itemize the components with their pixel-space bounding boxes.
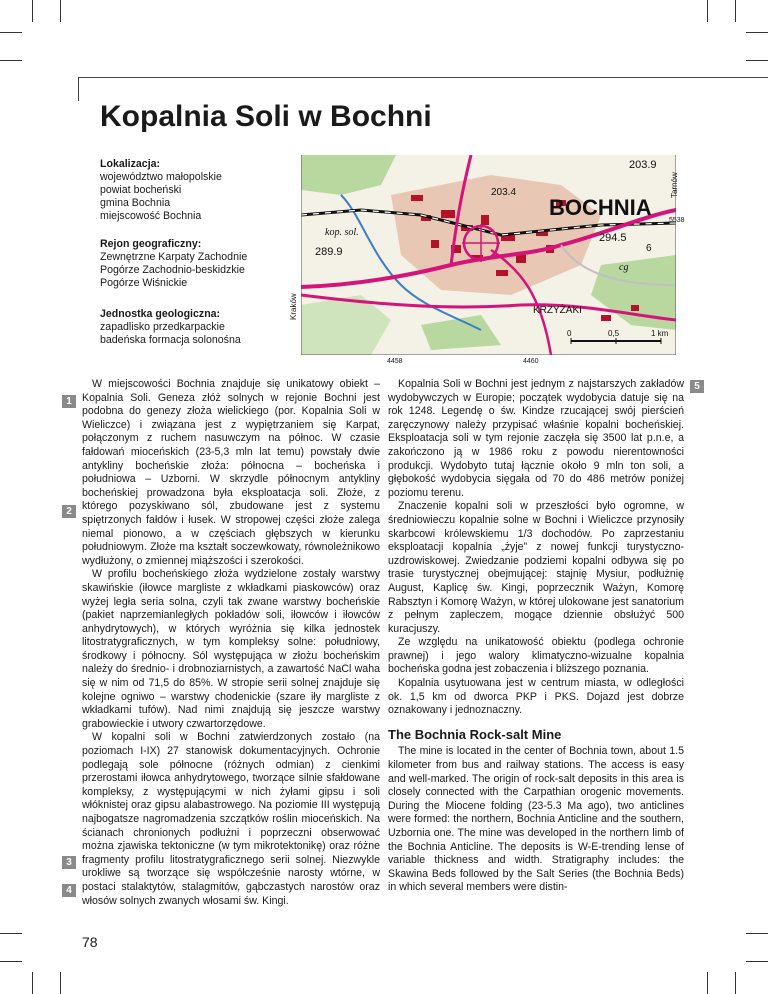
- margin-mark: 1: [62, 395, 76, 408]
- map-edge-coordinate: 4458: [387, 358, 403, 365]
- paragraph: W kopalni soli w Bochni zatwierdzonych zostało (na poziomach I-IX) 27 stanowisk dokumentacyjnych. Ochronie podlegają sole północne (różnych odmian) z cienkimi przerostami iłowca anhydrytowego, tworzące silnie sfałdowane kompleksy, z występującymi w nich żyłami gipsu i soli włóknistej oraz gipsu alabastrowego. Na poziomie III występują najbogatsze nagromadzenia szczątków roślin mioceńskich. Na ścianach chronionych podłużni i poprzeczni obserwować można zjawiska tektoniczne (w tym mikrotektonikę) oraz różne fragmenty profilu litostratygraficznego serii solnej. Niezwykle urokliwe są tworzące się współcześnie narosty wtórne, w postaci stalaktytów, stalagmitów, gąbczastych narostów oraz włosów solnych zwanych włosami św. Kingi.: [82, 731, 380, 907]
- map-scale-label: 0,5: [608, 329, 620, 338]
- map-town-label: BOCHNIA: [549, 195, 652, 220]
- map-edge-tarnow: Tarnów: [670, 172, 679, 198]
- crop-mark: [746, 961, 768, 962]
- location-heading: Lokalizacja:: [100, 158, 161, 170]
- margin-mark: 3: [62, 856, 76, 869]
- page-title: Kopalnia Soli w Bochni: [100, 100, 432, 133]
- paragraph: Kopalnia Soli w Bochni jest jednym z najstarszych zakładów wydobywczych w Europie; początek wydobycia datuje się na rok 1248. Legendę o św. Kindze rzucającej swój pierścień zaręczynowy należy przypisać właśnie kopalni bocheńskiej. Eksploatacja soli w tym rejonie zaczęła się 3500 lat p.n.e, a zakończono ją w 1986 roku z powodu nierentowności produkcji. Wydobyto tutaj łącznie około 9 mln ton soli, a głębokość wydobycia sięgała od 70 do 486 metrów poniżej poziomu terenu.: [388, 378, 684, 499]
- margin-mark: 4: [62, 884, 76, 897]
- map-height: 203.4: [491, 187, 517, 198]
- crop-mark: [707, 0, 708, 22]
- paragraph: W miejscowości Bochnia znajduje się unikatowy obiekt – Kopalnia Soli. Geneza złóż solnych w rejonie Bochni jest podobna do genezy złoża wielickiego (por. Kopalnia Soli w Wieliczce) i związana jest z wypiętrzaniem się Karpat, połączonym z ruchem nasuwczym na północ. W czasie fałdowań mioceńskich (23-5,3 mln lat temu) powstały dwie antykliny bocheńskie złoża: północna – bocheńska i południowa – Uzborni. W skrzydle północnym antykliny bocheńskiej prowadzona była eksploatacja soli. Złoże, z którego pozyskiwano sól, zbudowane jest z systemu spiętrzonych fałdów i łusek. W stropowej części złoże zalega niemal pionowo, a w częściach głębszych w kierunku południowym. Złoże ma kształt soczewkowaty, równoleżnikowo wydłużony, o zmiennej miąższości i szerokości.: [82, 378, 380, 567]
- crop-mark: [60, 972, 61, 994]
- map-village-label: KRZYŻAKI: [533, 305, 582, 316]
- crop-mark: [0, 60, 22, 61]
- map-scale-label: 0: [567, 329, 572, 338]
- region-block: [100, 238, 290, 290]
- paragraph: W profilu bocheńskiego złoża wydzielone zostały warstwy skawińskie (iłowce margliste z wkładkami piaskowców) oraz wyżej legła seria solna, czyli tak zwane warstwy bocheńskie (pakiet naprzemianległych pokładów soli, iłowców i iłowców anhydrytowych), w których wyróżnia się kilka jednostek litostratygraficznych, w tym kompleksy solne: południowy, środkowy i północny. Sól występująca w złożu bocheńskim należy do średnio- i drobnoziarnistych, a zawartość NaCl waha się w nim od 71,5 do 85%. W stropie serii solnej znajduje się kolejne ogniwo – warstwy chodenickie (szare iły margliste z wkładkami tufów). Nad nimi znajdują się jeszcze warstwy grabowieckie i utwory czwartorzędowe.: [82, 568, 380, 730]
- crop-mark: [746, 933, 768, 934]
- crop-mark: [735, 0, 736, 22]
- map-height: 294.5: [599, 232, 627, 244]
- crop-mark: [0, 961, 22, 962]
- map-height: 289.9: [315, 246, 343, 258]
- paragraph: The mine is located in the center of Bochnia town, about 1.5 kilometer from bus and railway stations. The access is easy and well-marked. The origin of rock-salt deposits in this area is closely connected with the Carpathian orogenic movements. During the Miocene folding (23-5.3 Ma ago), two anticlines were formed: the northern, Bochnia Anticline and the southern, Uzbornia one. The mine was developed in the northern limb of the Bochnia Anticline. The deposits is W-E-trending lense of variable thickness and width. Stratigraphy includes: the Skawina Beds followed by the Salt Series (the Bochnia Beds) in which several members were distin-: [388, 745, 684, 894]
- location-block: [100, 158, 290, 223]
- crop-mark: [0, 933, 22, 934]
- margin-mark: 5: [690, 380, 704, 393]
- crop-mark: [735, 972, 736, 994]
- margin-mark: 2: [62, 505, 76, 518]
- map-height: 203.9: [629, 159, 657, 171]
- crop-mark: [746, 32, 768, 33]
- region-heading: Rejon geograficzny:: [100, 238, 202, 250]
- english-heading: The Bochnia Rock-salt Mine: [388, 726, 562, 742]
- geology-lines: zapadlisko przedkarpackie badeńska formacja solonośna: [100, 321, 241, 346]
- map-edge-coordinate: 5538: [669, 217, 685, 224]
- map-scale-label: 1 km: [651, 329, 669, 338]
- crop-mark: [0, 32, 22, 33]
- header-rule: [78, 77, 768, 78]
- crop-mark: [32, 0, 33, 22]
- paragraph: Znaczenie kopalni soli w przeszłości było ogromne, w średniowieczu kopalnie solne w Bochni i Wieliczce przynosiły skarbcowi królewskiemu 1/3 dochodów. Po zaprzestaniu eksploatacji kopalnia „żyje” z nowej funkcji turystyczno-uzdrowiskowej. Zwiedzanie podziemi kopalni odbywa się po trasie turystycznej obejmującej: stajnię Mysiur, podłużnię August, Kaplicę św. Kingi, poprzecznik Ważyn, Komorę Rabsztyn i Komorę Ważyn, w której ulokowane jest sanatorium z pełnym zapleczem, mogące dziennie obsłużyć 500 kuracjuszy.: [388, 500, 684, 635]
- page-number: 78: [82, 934, 98, 950]
- location-map: [301, 155, 676, 355]
- geology-heading: Jednostka geologiczna:: [100, 308, 221, 320]
- paragraph: Ze względu na unikatowość obiektu (podlega ochronie prawnej) i jego walory klimatyczno-wizualne kopalnia bocheńska godna jest zobaczenia i bliższego poznania.: [388, 636, 684, 676]
- region-lines: Zewnętrzne Karpaty Zachodnie Pogórze Zachodnio-beskidzkie Pogórze Wiśnickie: [100, 251, 248, 289]
- map-number-label: 6: [646, 243, 652, 254]
- crop-mark: [60, 0, 61, 22]
- map-edge-coordinate: 4460: [523, 358, 539, 365]
- map-edge-krakow: Kraków: [289, 293, 298, 320]
- crop-mark: [707, 972, 708, 994]
- header-rule-vertical: [78, 77, 79, 101]
- location-lines: województwo małopolskie powiat bocheński gmina Bochnia miejscowość Bochnia: [100, 171, 222, 222]
- map-mine-label: kop. sol.: [325, 227, 359, 238]
- crop-mark: [32, 972, 33, 994]
- left-column: [82, 378, 380, 908]
- map-forest-label: cg: [619, 262, 629, 273]
- geology-block: [100, 308, 290, 347]
- crop-mark: [746, 60, 768, 61]
- paragraph: Kopalnia usytuowana jest w centrum miasta, w odległości ok. 1,5 km od dworca PKP i PKS. Dojazd jest dobrze oznakowany i jednoznaczny.: [388, 677, 684, 717]
- right-column: [388, 378, 684, 895]
